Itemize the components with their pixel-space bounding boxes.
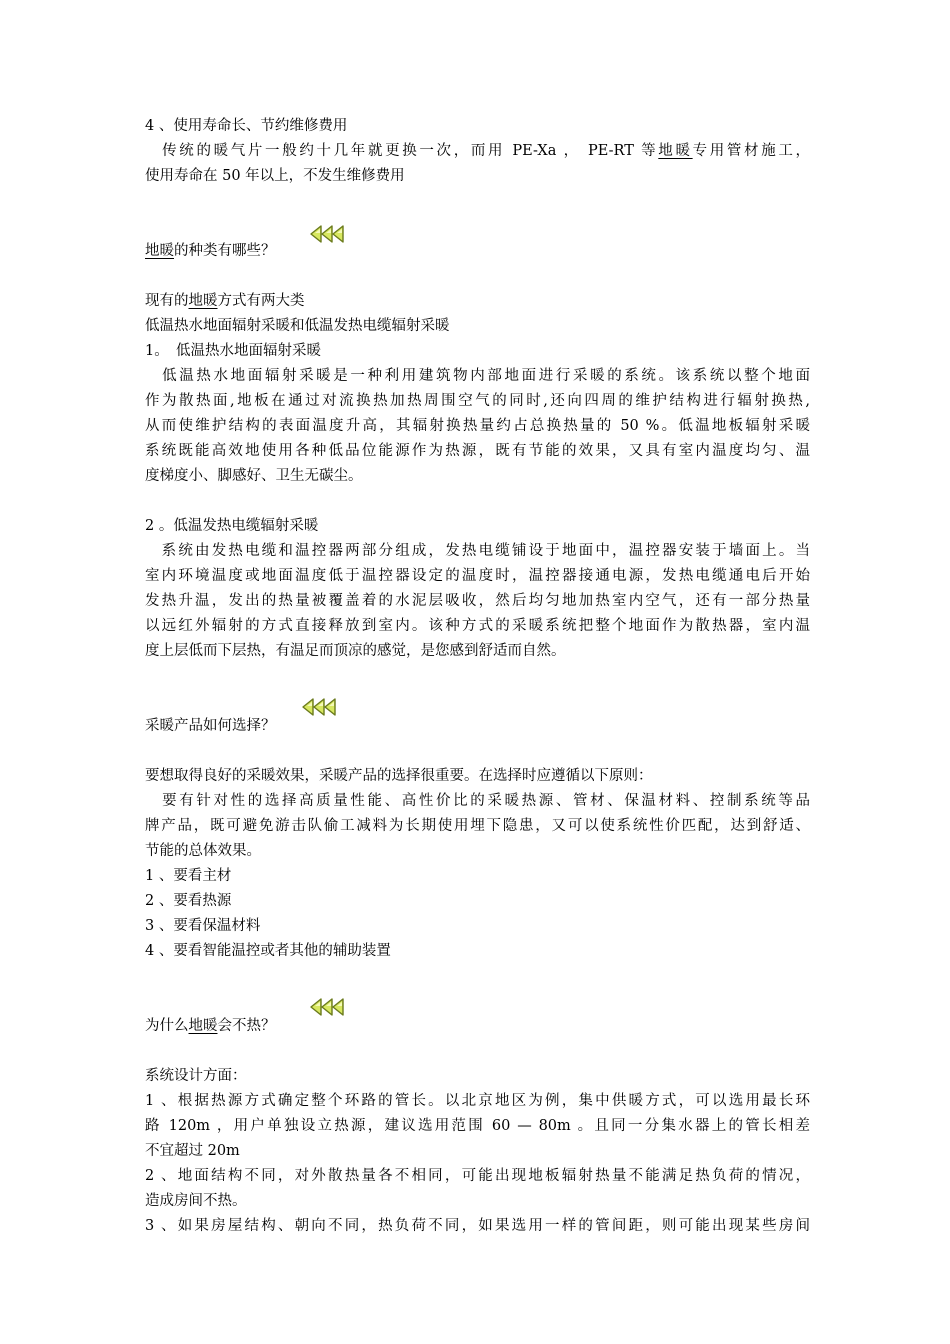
paragraph-line: 发热升温，发出的热量被覆盖着的水泥层吸收，然后均匀地加热室内空气，还有一部分热量 xyxy=(145,593,810,609)
paragraph-line: 度梯度小、脚感好、卫生无碳尘。 xyxy=(145,468,363,484)
paragraph-line: 从而使维护结构的表面温度升高，其辐射换热量约占总换热量的 50 %。低温地板辐射采暖 xyxy=(145,418,810,434)
keyword-floor-heating: 地暖 xyxy=(188,1018,218,1034)
triple-arrow-left-icon xyxy=(310,224,346,244)
paragraph-line: 造成房间不热。 xyxy=(145,1193,247,1209)
paragraph-line: 不宜超过 20m xyxy=(145,1143,240,1159)
paragraph-line: 使用寿命在 50 年以上，不发生维修费用 xyxy=(145,168,405,184)
paragraph-line: 路 120m ，用户单独设立热源，建议选用范围 60 — 80m 。且同一分集水器上的管长相差 xyxy=(145,1118,810,1134)
triple-arrow-left-icon xyxy=(302,697,338,717)
paragraph-line: 牌产品，既可避免游击队偷工减料为长期使用埋下隐患，又可以使系统性价匹配，达到舒适、 xyxy=(145,818,810,834)
paragraph-line: 节能的总体效果。 xyxy=(145,843,261,859)
paragraph-line: 要有针对性的选择高质量性能、高性价比的采暖热源、管材、保温材料、控制系统等品 xyxy=(145,793,810,809)
paragraph-line: 低温热水地面辐射采暖是一种利用建筑物内部地面进行采暖的系统。该系统以整个地面 xyxy=(145,368,810,384)
keyword-floor-heating: 地暖 xyxy=(145,243,174,259)
paragraph-line: 作为散热面,地板在通过对流换热加热周围空气的同时,还向四周的维护结构进行辐射换热, xyxy=(145,393,810,409)
list-item: 2 、地面结构不同，对外散热量各不相同，可能出现地板辐射热量不能满足热负荷的情况， xyxy=(145,1168,810,1184)
keyword-floor-heating: 地暖 xyxy=(658,143,693,159)
list-item: 2 、要看热源 xyxy=(145,893,232,909)
list-item: 3 、要看保温材料 xyxy=(145,918,261,934)
question-heading-choose: 采暖产品如何选择？ xyxy=(145,714,810,739)
subsection-title: 2 。低温发热电缆辐射采暖 xyxy=(145,518,319,534)
document-content xyxy=(145,114,810,1239)
subsection-title: 系统设计方面： xyxy=(145,1068,247,1084)
question-heading-types: 地暖的种类有哪些？ xyxy=(145,239,810,264)
paragraph-line: 系统既能高效地使用各种低品位能源作为热源，既有节能的效果，又具有室内温度均匀、温 xyxy=(145,443,810,459)
paragraph-line: 现有的地暖方式有两大类 xyxy=(145,293,305,309)
list-item: 4 、要看智能温控或者其他的辅助装置 xyxy=(145,943,391,959)
list-item: 1 、要看主材 xyxy=(145,868,232,884)
paragraph-line: 室内环境温度或地面温度低于温控器设定的温度时，温控器接通电源，发热电缆通电后开始 xyxy=(145,568,810,584)
paragraph-line: 要想取得良好的采暖效果，采暖产品的选择很重要。在选择时应遵循以下原则： xyxy=(145,768,653,784)
triple-arrow-left-icon xyxy=(310,997,346,1017)
keyword-floor-heating: 地暖 xyxy=(188,293,218,309)
paragraph-line: 传统的暖气片一般约十几年就更换一次，而用 PE-Xa ， PE-RT 等地暖专用管材施工， xyxy=(145,143,810,159)
list-item: 1 、根据热源方式确定整个环路的管长。以北京地区为例，集中供暖方式，可以选用最长环 xyxy=(145,1093,810,1109)
paragraph-line: 度上层低而下层热，有温足而顶凉的感觉，是您感到舒适而自然。 xyxy=(145,643,566,659)
section-title-durability: 4 、使用寿命长、节约维修费用 xyxy=(145,118,348,134)
list-item: 3 、如果房屋结构、朝向不同，热负荷不同，如果选用一样的管间距，则可能出现某些房间 xyxy=(145,1218,810,1234)
question-heading-not-hot: 为什么地暖会不热？ xyxy=(145,1014,810,1039)
subsection-title: 1。 低温热水地面辐射采暖 xyxy=(145,343,321,359)
paragraph-line: 以远红外辐射的方式直接释放到室内。该种方式的采暖系统把整个地面作为散热器，室内温 xyxy=(145,618,810,634)
paragraph-line: 低温热水地面辐射采暖和低温发热电缆辐射采暖 xyxy=(145,318,450,334)
paragraph-line: 系统由发热电缆和温控器两部分组成，发热电缆铺设于地面中，温控器安装于墙面上。当 xyxy=(145,543,810,559)
